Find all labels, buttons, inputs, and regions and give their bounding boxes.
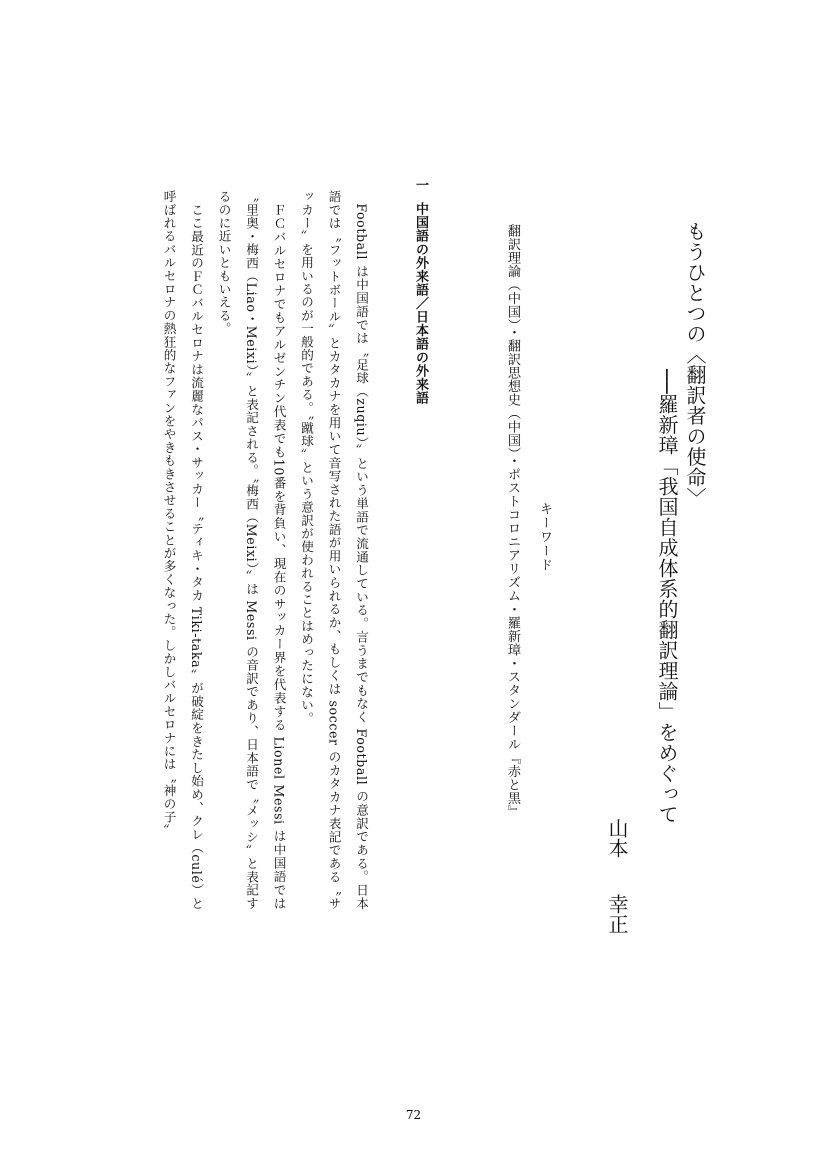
- article-subtitle: ──羅新璋「我国自成体系的翻訳理論」をめぐって: [655, 369, 679, 825]
- author-given-name: 幸正: [605, 894, 629, 934]
- section-number: 一: [413, 178, 428, 192]
- keywords-list: 翻訳理論（中国）・翻訳思想史（中国）・ポストコロニアリズム・羅新璋・スタンダール『赤と黒』: [505, 224, 520, 819]
- page-number: 72: [405, 1108, 422, 1122]
- article-title: もうひとつの〈翻訳者の使命〉: [683, 221, 707, 508]
- author-family-name: 山本: [605, 818, 629, 858]
- body-text: [45, 190, 375, 910]
- body-paragraph: ＦＣバルセロナでもアルゼンチン代表でも10番を背負い、現在のサッカー界を代表する Lionel Messi は中国語では〝里奥・梅西（Liao・Meixi）〟と表記される。〝梅西（Meixi）〟は Messi の音訳であり、日本語で〝メッシ〟と表記するのに近いともいえる。: [216, 190, 287, 910]
- section-heading: [414, 178, 427, 405]
- author-name: [607, 818, 627, 934]
- keywords-label: キーワード: [537, 502, 552, 572]
- body-paragraph: Football は中国語では〝足球（zuqiu）〟という単語で流通している。言うまでもなく Football の意訳である。日本語では〝フットボール〟とカタカナを用いて音写された語が用いられるか、もしくは soccer のカタカナ表記である〝サッカー〟を用いるのが一般的である。〝蹴球〟という意訳が使われることはめったにない。: [299, 190, 369, 910]
- section-title: 中国語の外来語／日本語の外来語: [413, 202, 428, 405]
- body-paragraph: ここ最近のＦＣバルセロナは流麗なパス・サッカー〝ティキ・タカ Tiki-taka〟が破綻をきたし始め、クレ（culé）と呼ばれるバルセロナの熱狂的なファンをやきもきさせることが多くなった。しかしバルセロナには〝神の子〟: [161, 190, 204, 910]
